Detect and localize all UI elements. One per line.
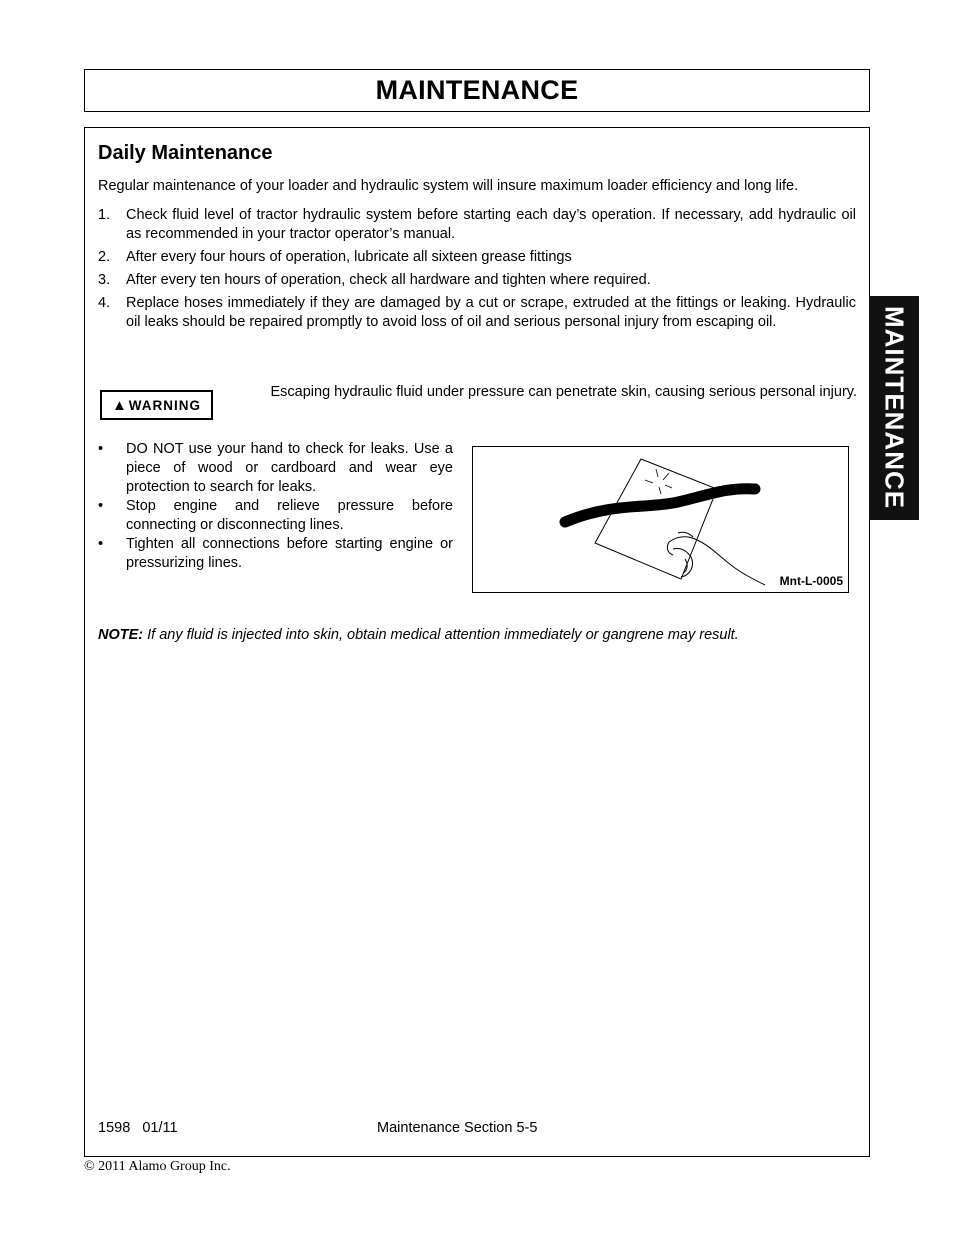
page-header (84, 69, 870, 112)
step-number: 4. (98, 295, 111, 311)
bullet-icon: • (98, 536, 104, 552)
step-number: 3. (98, 272, 111, 288)
step-text: Replace hoses immediately if they are damaged by a cut or scrape, extruded at the fittings or leaking. Hydraulic oil leaks should be repaired promptly to avoid loss of oil and serious personal injury from escaping oil. (126, 295, 856, 330)
bullet-item (98, 440, 453, 497)
step-text: After every ten hours of operation, check all hardware and tighten where required. (126, 272, 651, 288)
step-text: After every four hours of operation, lubricate all sixteen grease fittings (126, 249, 572, 265)
page-title: MAINTENANCE (375, 75, 579, 105)
intro-paragraph: Regular maintenance of your loader and hydraulic system will insure maximum loader efficiency and long life. (98, 178, 799, 194)
footer-section: Maintenance Section 5-5 (377, 1120, 538, 1136)
bullet-text: Stop engine and relieve pressure before connecting or disconnecting lines. (126, 498, 453, 533)
bullet-icon: • (98, 498, 104, 514)
side-tab-label: MAINTENANCE (879, 306, 910, 510)
bullet-text: DO NOT use your hand to check for leaks. Use a piece of wood or cardboard and wear eye protection to search for leaks. (126, 441, 453, 495)
maintenance-steps (98, 206, 856, 336)
step-text: Check fluid level of tractor hydraulic system before starting each day’s operation. If necessary, add hydraulic oil as recommended in your tractor operator’s manual. (126, 207, 856, 242)
hose-leak-illustration-icon (473, 447, 848, 592)
bullet-item (98, 497, 453, 535)
step-item (98, 206, 856, 244)
note-paragraph (98, 627, 739, 643)
warning-triangle-icon: ▲ (111, 396, 127, 414)
warning-label: WARNING (128, 397, 202, 413)
safety-bullets (98, 440, 453, 573)
section-title: Daily Maintenance (98, 142, 273, 164)
step-item (98, 248, 856, 267)
bullet-item (98, 535, 453, 573)
bullet-icon: • (98, 441, 104, 457)
step-item (98, 271, 856, 290)
step-number: 1. (98, 207, 111, 223)
note-text: If any fluid is injected into skin, obtain medical attention immediately or gangrene may result. (143, 627, 739, 643)
step-item (98, 294, 856, 332)
figure-code: Mnt-L-0005 (779, 574, 843, 588)
note-label: NOTE: (98, 627, 144, 643)
warning-badge (100, 390, 213, 420)
warning-text: Escaping hydraulic fluid under pressure can penetrate skin, causing serious personal injury. (270, 384, 857, 400)
bullet-text: Tighten all connections before starting engine or pressurizing lines. (126, 536, 453, 571)
section-side-tab (869, 296, 919, 520)
step-number: 2. (98, 249, 111, 265)
copyright-notice: © 2011 Alamo Group Inc. (84, 1159, 231, 1174)
footer-doc-id: 1598 01/11 (98, 1120, 178, 1136)
hose-leak-figure (472, 446, 849, 593)
